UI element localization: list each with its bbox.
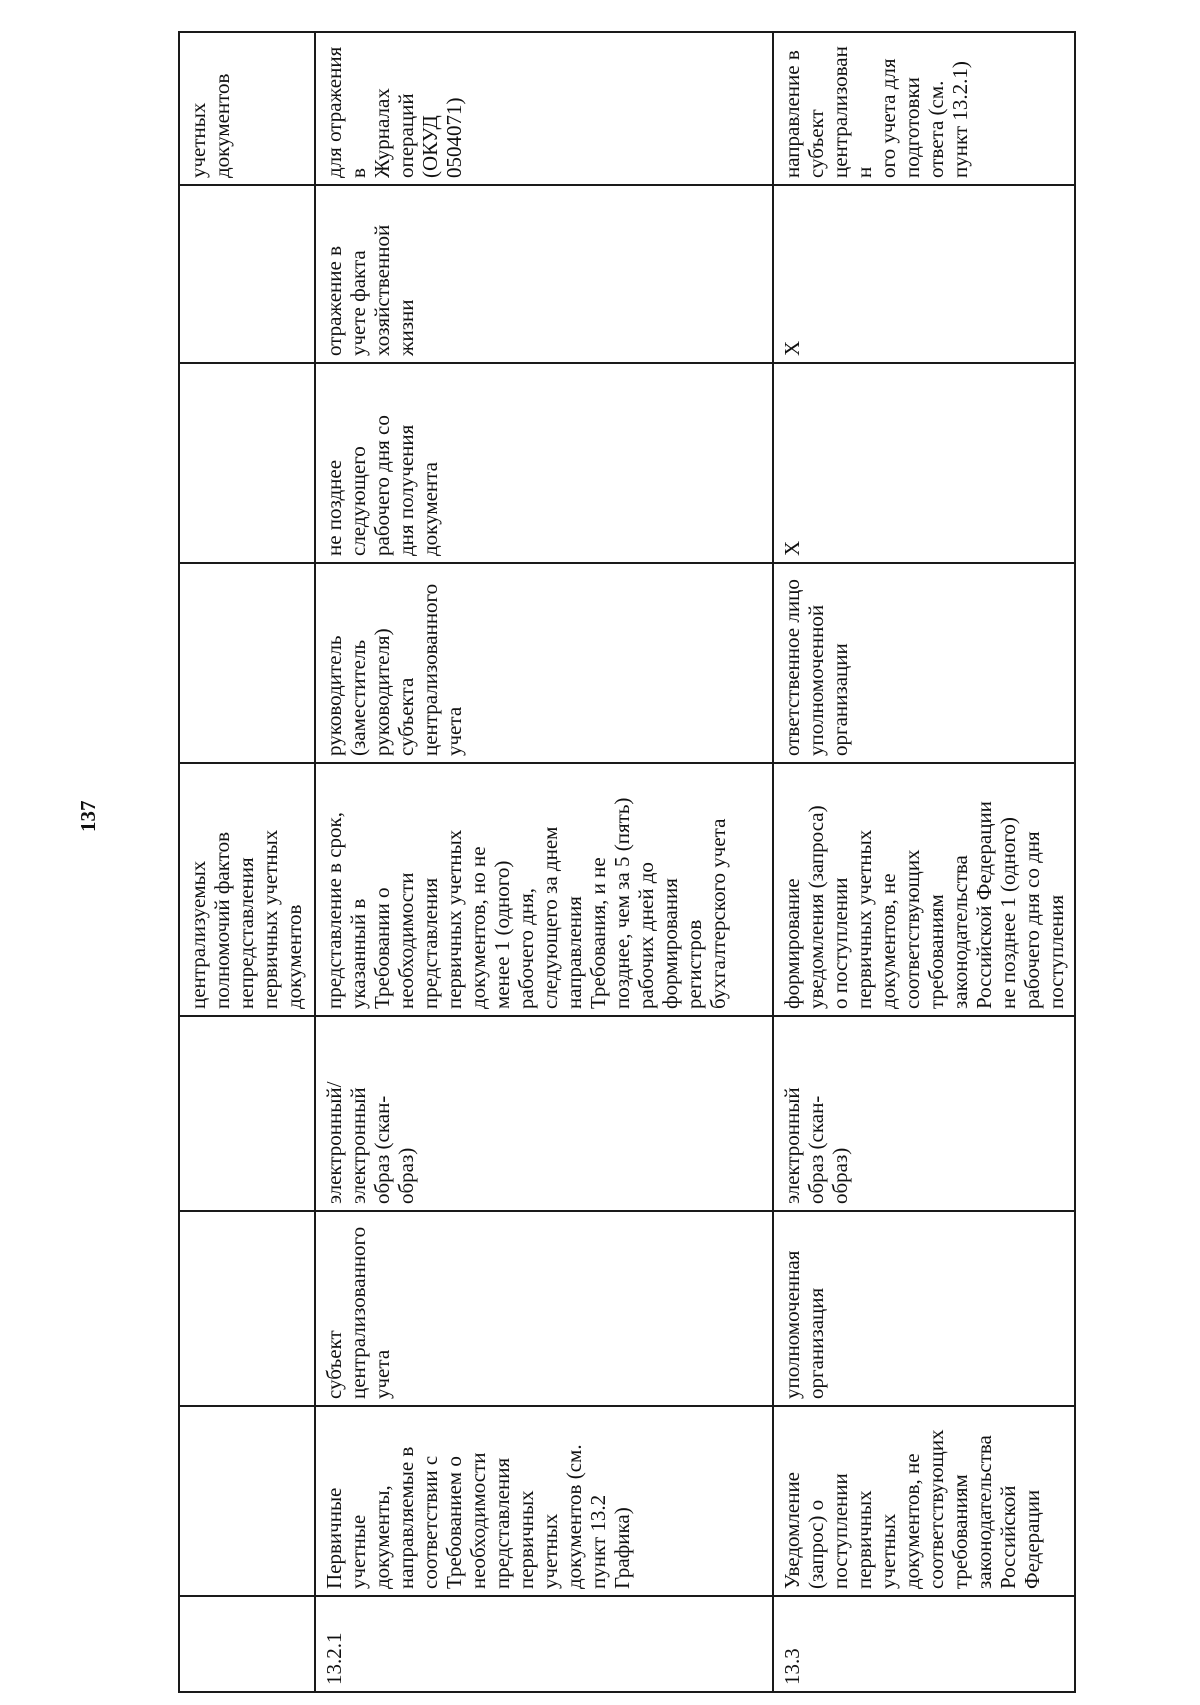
cell-action: представление в срок, указанный в Требовании о необходимости представления первичных учетных документов, но не менее 1 (одного) рабочего дня, следующего за днем направления Требования, и не позднее, чем за 5 (пять) рабочих дней до формирования регистров бухгалтерского учета	[315, 763, 773, 1016]
cell-responsible: ответственное лицо уполномоченной организации	[773, 563, 1075, 763]
cell-who: уполномоченная организация	[773, 1211, 1075, 1406]
cell-result: отражение в учете факта хозяйственной жизни	[315, 185, 773, 363]
action-text: централизуемых полномочий фактов непредставления первичных учетных документов	[186, 829, 306, 1009]
cell-name: Уведомление (запрос) о поступлении первичных учетных документов, не соответствующих требованиям законодательства Российской Федерации	[773, 1406, 1075, 1596]
cell-num: 13.2.1	[315, 1596, 773, 1692]
cell-name: Первичные учетные документы, направляемые в соответствии с Требованием о необходимости представления первичных учетных документов (см. пункт 13.2 Графика)	[315, 1406, 773, 1596]
cell-destination: для отражения в Журналах операций (ОКУД 0504071)	[315, 32, 773, 185]
cell-who: субъект централизованного учета	[315, 1211, 773, 1406]
cell-destination	[179, 32, 315, 185]
cell-responsible: руководитель (заместитель руководителя) субъекта централизованного учета	[315, 563, 773, 763]
cell-name-empty	[179, 1406, 315, 1596]
cell-destination: направление в субъект централизованн ого учета для подготовки ответа (см. пункт 13.2.1)	[773, 32, 1075, 185]
cell-responsible-empty	[179, 563, 315, 763]
schedule-table	[178, 31, 1076, 1693]
cell-form: электронный/ электронный образ (скан- образ)	[315, 1016, 773, 1211]
cell-term-empty	[179, 363, 315, 563]
rotated-table-container	[178, 33, 1068, 1693]
cell-action: формирование уведомления (запроса) о поступлении первичных учетных документов, не соответствующих требованиям законодательства Российской Федерации не позднее 1 (одного) рабочего дня со дня поступления	[773, 763, 1075, 1016]
cell-action	[179, 763, 315, 1016]
cell-num-empty	[179, 1596, 315, 1692]
cell-form-empty	[179, 1016, 315, 1211]
cell-num: 13.3	[773, 1596, 1075, 1692]
cell-who-empty	[179, 1211, 315, 1406]
page-number: 137	[76, 800, 100, 832]
cell-form: электронный образ (скан- образ)	[773, 1016, 1075, 1211]
cell-result-empty	[179, 185, 315, 363]
destination-text: учетных документов	[186, 73, 234, 178]
table-row	[773, 32, 1075, 1692]
cell-result: Х	[773, 185, 1075, 363]
table-row-continuation	[179, 32, 315, 1692]
cell-term: не позднее следующего рабочего дня со дня получения документа	[315, 363, 773, 563]
table-row	[315, 32, 773, 1692]
cell-term: Х	[773, 363, 1075, 563]
